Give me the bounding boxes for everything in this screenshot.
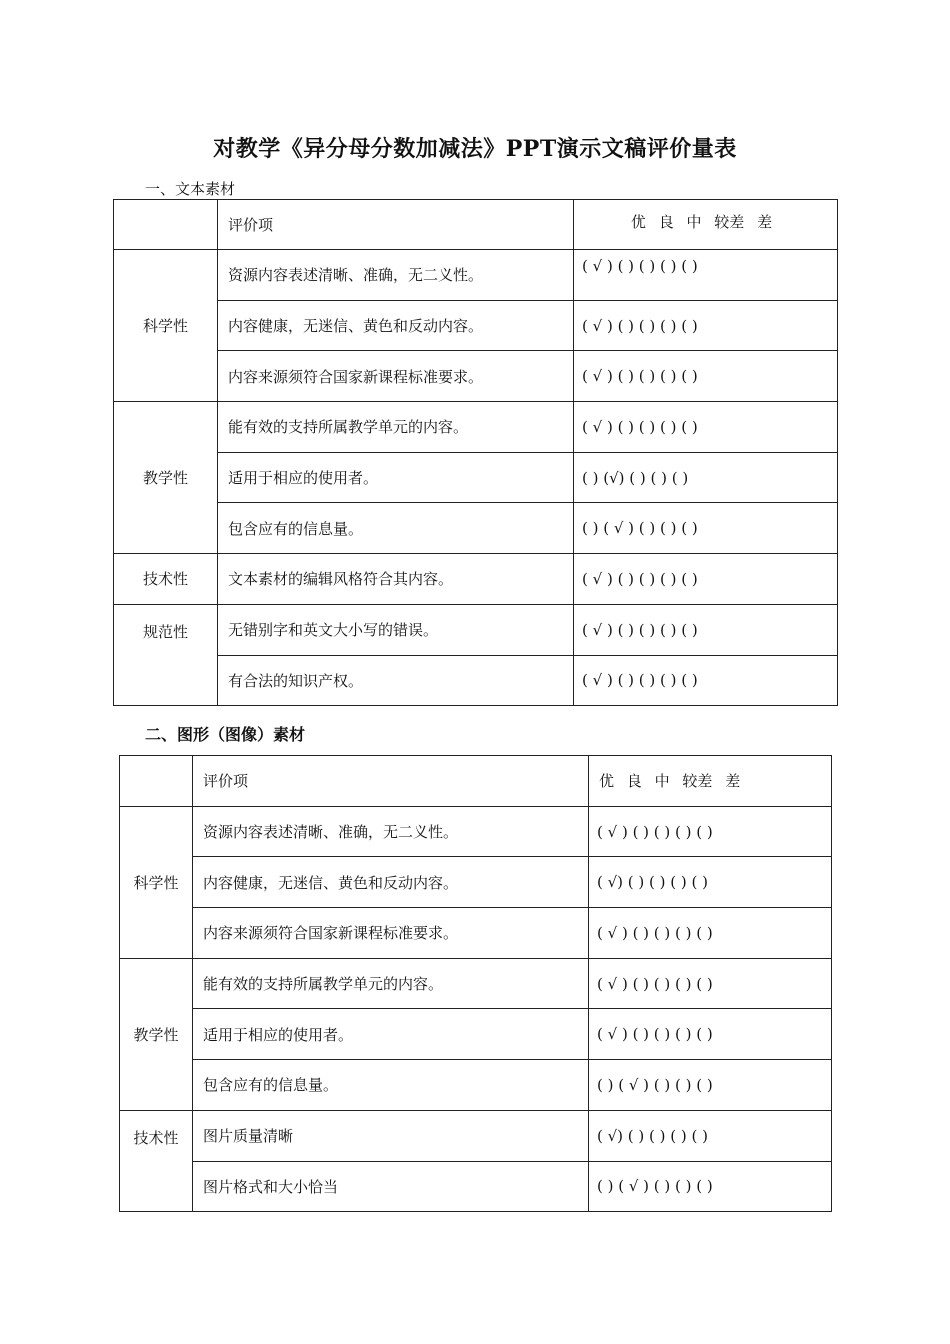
header-grade-labels — [589, 756, 832, 807]
evaluation-item: 能有效的支持所属教学单元的内容。 — [218, 402, 574, 453]
category-scientific: 科学性 — [114, 250, 218, 402]
rating-value: ( √ ) ( ) ( ) ( ) ( ) — [574, 402, 838, 453]
table-row — [114, 554, 838, 605]
table-row — [120, 806, 832, 857]
rating-value: ( ) ( √ ) ( ) ( ) ( ) — [589, 1161, 832, 1212]
evaluation-item: 内容健康，无迷信、黄色和反动内容。 — [193, 857, 589, 908]
table-header-row — [120, 756, 832, 807]
grade-label-good: 良 — [626, 772, 642, 791]
table-row — [120, 1110, 832, 1161]
table-row — [120, 1161, 832, 1212]
image-material-evaluation-table — [119, 755, 832, 1212]
evaluation-item: 能有效的支持所属教学单元的内容。 — [193, 958, 589, 1009]
rating-value: ( √ ) ( ) ( ) ( ) ( ) — [589, 908, 832, 959]
evaluation-item: 文本素材的编辑风格符合其内容。 — [218, 554, 574, 605]
evaluation-item: 包含应有的信息量。 — [218, 503, 574, 554]
evaluation-item: 包含应有的信息量。 — [193, 1060, 589, 1111]
category-teaching: 教学性 — [120, 958, 193, 1110]
table-row — [114, 655, 838, 706]
grade-label-poor: 差 — [725, 772, 741, 791]
table-row — [120, 958, 832, 1009]
table-row — [114, 503, 838, 554]
rating-value: ( √ ) ( ) ( ) ( ) ( ) — [574, 351, 838, 402]
table-row — [114, 402, 838, 453]
evaluation-item: 无错别字和英文大小写的错误。 — [218, 604, 574, 655]
evaluation-item: 图片质量清晰 — [193, 1110, 589, 1161]
rating-value: ( ) ( √ ) ( ) ( ) ( ) — [574, 503, 838, 554]
page-title: 对教学《异分母分数加减法》PPT演示文稿评价量表 — [213, 136, 737, 162]
rating-value: ( √) ( ) ( ) ( ) ( ) — [589, 1110, 832, 1161]
evaluation-item: 适用于相应的使用者。 — [218, 452, 574, 503]
grade-label-excellent: 优 — [630, 213, 646, 231]
header-blank-cell — [114, 200, 218, 250]
rating-value: ( √ ) ( ) ( ) ( ) ( ) — [574, 300, 838, 351]
grade-label-average: 中 — [654, 772, 670, 791]
table-row — [120, 857, 832, 908]
category-scientific: 科学性 — [120, 806, 193, 958]
rating-value: ( √ ) ( ) ( ) ( ) ( ) — [574, 250, 838, 301]
header-blank-cell — [120, 756, 193, 807]
evaluation-item: 适用于相应的使用者。 — [193, 1009, 589, 1060]
rating-value: ( √) ( ) ( ) ( ) ( ) — [589, 857, 832, 908]
table-row — [114, 300, 838, 351]
header-item-label: 评价项 — [218, 200, 574, 250]
rating-value: ( √ ) ( ) ( ) ( ) ( ) — [589, 1009, 832, 1060]
category-normative: 规范性 — [114, 604, 218, 705]
rating-value: ( ) (√) ( ) ( ) ( ) — [574, 452, 838, 503]
table-header-row — [114, 200, 838, 250]
grade-label-excellent: 优 — [599, 772, 615, 791]
table-row — [114, 604, 838, 655]
table-row — [114, 452, 838, 503]
rating-value: ( √ ) ( ) ( ) ( ) ( ) — [589, 806, 832, 857]
table-row — [120, 908, 832, 959]
rating-value: ( √ ) ( ) ( ) ( ) ( ) — [574, 655, 838, 706]
section-heading-text-material: 一、文本素材 — [145, 180, 236, 198]
text-material-evaluation-table — [113, 199, 838, 706]
category-teaching: 教学性 — [114, 402, 218, 554]
table-row — [120, 1009, 832, 1060]
evaluation-item: 资源内容表述清晰、准确，无二义性。 — [218, 250, 574, 301]
table-row — [114, 351, 838, 402]
category-technical: 技术性 — [120, 1110, 193, 1211]
grade-label-fair: 较差 — [682, 772, 713, 791]
grade-label-good: 良 — [658, 213, 674, 231]
rating-value: ( ) ( √ ) ( ) ( ) ( ) — [589, 1060, 832, 1111]
rating-value: ( √ ) ( ) ( ) ( ) ( ) — [574, 554, 838, 605]
evaluation-item: 内容来源须符合国家新课程标准要求。 — [193, 908, 589, 959]
rating-value: ( √ ) ( ) ( ) ( ) ( ) — [589, 958, 832, 1009]
evaluation-item: 有合法的知识产权。 — [218, 655, 574, 706]
evaluation-item: 内容来源须符合国家新课程标准要求。 — [218, 351, 574, 402]
grade-label-poor: 差 — [757, 213, 773, 231]
evaluation-item: 资源内容表述清晰、准确，无二义性。 — [193, 806, 589, 857]
category-technical: 技术性 — [114, 554, 218, 605]
rating-value: ( √ ) ( ) ( ) ( ) ( ) — [574, 604, 838, 655]
grade-label-average: 中 — [686, 213, 702, 231]
table-row — [120, 1060, 832, 1111]
evaluation-item: 图片格式和大小恰当 — [193, 1161, 589, 1212]
header-item-label: 评价项 — [193, 756, 589, 807]
header-grade-labels — [574, 200, 838, 250]
table-row — [114, 250, 838, 301]
grade-label-fair: 较差 — [714, 213, 745, 231]
evaluation-item: 内容健康，无迷信、黄色和反动内容。 — [218, 300, 574, 351]
section-heading-image-material: 二、图形（图像）素材 — [145, 725, 306, 744]
